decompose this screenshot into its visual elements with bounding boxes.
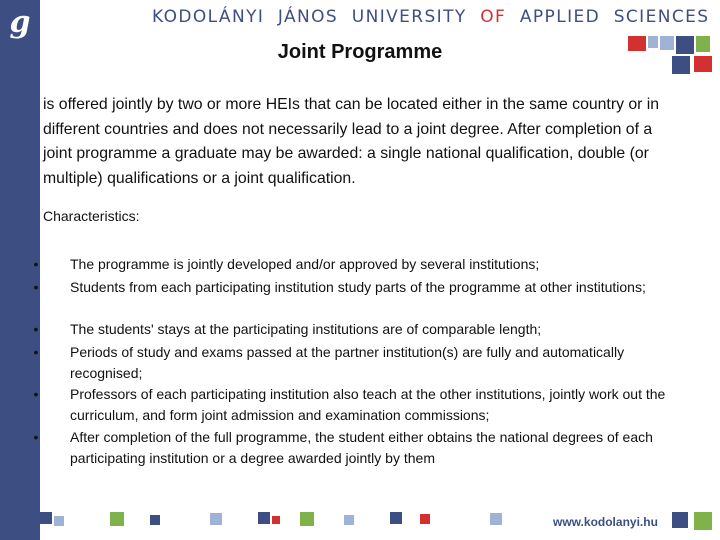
university-name xyxy=(152,7,720,31)
decor-square xyxy=(150,515,160,525)
list-item-text: After completion of the full programme, the student either obtains the national degrees of each participating institution or a degree awarded jointly by them xyxy=(70,429,653,466)
decor-square xyxy=(258,512,270,524)
decor-square xyxy=(420,514,430,524)
characteristics-heading: Characteristics: xyxy=(43,208,140,224)
decor-square xyxy=(110,512,124,526)
header-word: OF xyxy=(480,7,507,27)
decor-square xyxy=(210,513,222,525)
list-item-text: The students' stays at the participating institutions are of comparable length; xyxy=(70,321,542,337)
bullet-dot: • xyxy=(33,344,39,360)
website-url[interactable]: www.kodolanyi.hu xyxy=(553,515,658,529)
university-logo: g xyxy=(9,5,31,40)
decor-square xyxy=(272,516,280,524)
page-title: Joint Programme xyxy=(277,41,443,63)
decor-square xyxy=(696,36,710,52)
bullet-dot: • xyxy=(33,321,39,337)
header-word: KODOLÁNYI xyxy=(152,7,265,27)
bullet-dot: • xyxy=(33,279,39,295)
decor-square xyxy=(300,512,314,526)
intro-paragraph: is offered jointly by two or more HEIs that can be located either in the same country or in different countries and does not necessarily lead to a joint degree. After completion of a joint programme a graduate may be awarded: a single national qualification, double (or multiple) qualifications or a joint qualification. xyxy=(43,96,660,187)
list-item-text: Students from each participating institution study parts of the programme at other institutions; xyxy=(70,279,646,295)
list-item-text: The programme is jointly developed and/or approved by several institutions; xyxy=(70,256,540,272)
header-word: SCIENCES xyxy=(613,7,710,27)
header-word: JÁNOS xyxy=(277,7,339,27)
header-word: APPLIED xyxy=(519,7,601,27)
bullet-dot: • xyxy=(33,256,39,272)
header-banner xyxy=(40,0,720,36)
list-item-text: Professors of each participating institution also teach at the other institutions, jointly work out the curriculum, and form joint admission and examination commissions; xyxy=(70,386,666,423)
bullet-dot: • xyxy=(33,429,39,445)
decor-square xyxy=(54,516,64,526)
decor-square xyxy=(490,513,502,525)
header-word: UNIVERSITY xyxy=(351,7,467,27)
decor-square xyxy=(672,512,688,528)
decor-square xyxy=(344,515,354,525)
decor-square xyxy=(390,512,402,524)
decor-square xyxy=(694,512,712,530)
decor-square xyxy=(694,56,712,72)
bullet-dot: • xyxy=(33,386,39,402)
list-item-text: Periods of study and exams passed at the partner institution(s) are fully and automatically recognised; xyxy=(70,344,625,381)
decor-square xyxy=(40,512,52,524)
